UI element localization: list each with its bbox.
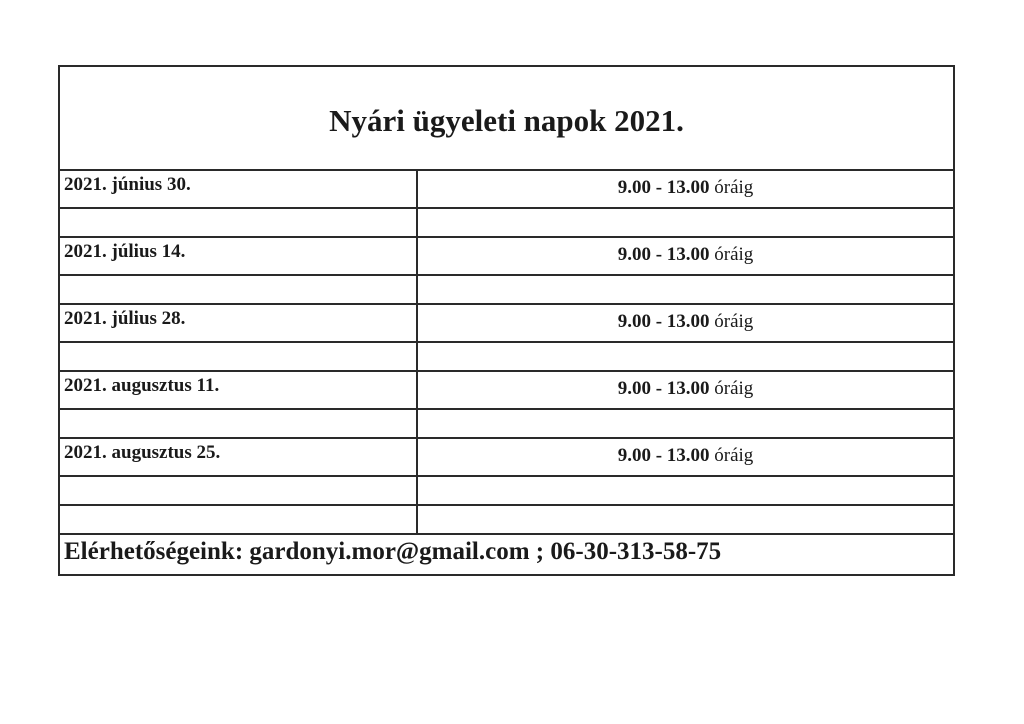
hours-text: 9.00 - 13.00: [617, 311, 710, 332]
hours-suffix: óráig: [714, 177, 754, 198]
spacer-row: [59, 275, 954, 304]
spacer-row: [59, 208, 954, 237]
date-cell: 2021. augusztus 25.: [59, 438, 417, 476]
empty-cell: [417, 409, 954, 438]
empty-cell: [417, 208, 954, 237]
spacer-row: [59, 409, 954, 438]
hours-suffix: óráig: [714, 311, 754, 332]
empty-cell: [59, 476, 417, 505]
spacer-row: [59, 505, 954, 534]
empty-cell: [59, 208, 417, 237]
time-cell: [417, 438, 954, 476]
schedule-row: [59, 304, 954, 342]
contact-info: Elérhetőségeink: gardonyi.mor@gmail.com ; 06-30-313-58-75: [59, 534, 954, 575]
spacer-row: [59, 342, 954, 371]
schedule-row: [59, 438, 954, 476]
time-cell: [417, 304, 954, 342]
time-cell: [417, 371, 954, 409]
hours-text: 9.00 - 13.00: [617, 445, 710, 466]
schedule-table: [58, 65, 955, 576]
date-cell: 2021. augusztus 11.: [59, 371, 417, 409]
empty-cell: [59, 342, 417, 371]
date-cell: 2021. július 28.: [59, 304, 417, 342]
hours-text: 9.00 - 13.00: [617, 244, 710, 265]
hours-suffix: óráig: [714, 378, 754, 399]
time-cell: [417, 237, 954, 275]
schedule-row: [59, 371, 954, 409]
hours-suffix: óráig: [714, 445, 754, 466]
hours-text: 9.00 - 13.00: [617, 177, 710, 198]
empty-cell: [59, 275, 417, 304]
schedule-row: [59, 237, 954, 275]
schedule-row: [59, 170, 954, 208]
date-cell: 2021. július 14.: [59, 237, 417, 275]
contact-row: [59, 534, 954, 575]
title-row: [59, 66, 954, 170]
hours-suffix: óráig: [714, 244, 754, 265]
time-cell: [417, 170, 954, 208]
spacer-row: [59, 476, 954, 505]
empty-cell: [417, 505, 954, 534]
empty-cell: [59, 409, 417, 438]
empty-cell: [417, 342, 954, 371]
empty-cell: [417, 476, 954, 505]
date-cell: 2021. június 30.: [59, 170, 417, 208]
page-title: Nyári ügyeleti napok 2021.: [59, 66, 954, 170]
hours-text: 9.00 - 13.00: [617, 378, 710, 399]
empty-cell: [417, 275, 954, 304]
empty-cell: [59, 505, 417, 534]
